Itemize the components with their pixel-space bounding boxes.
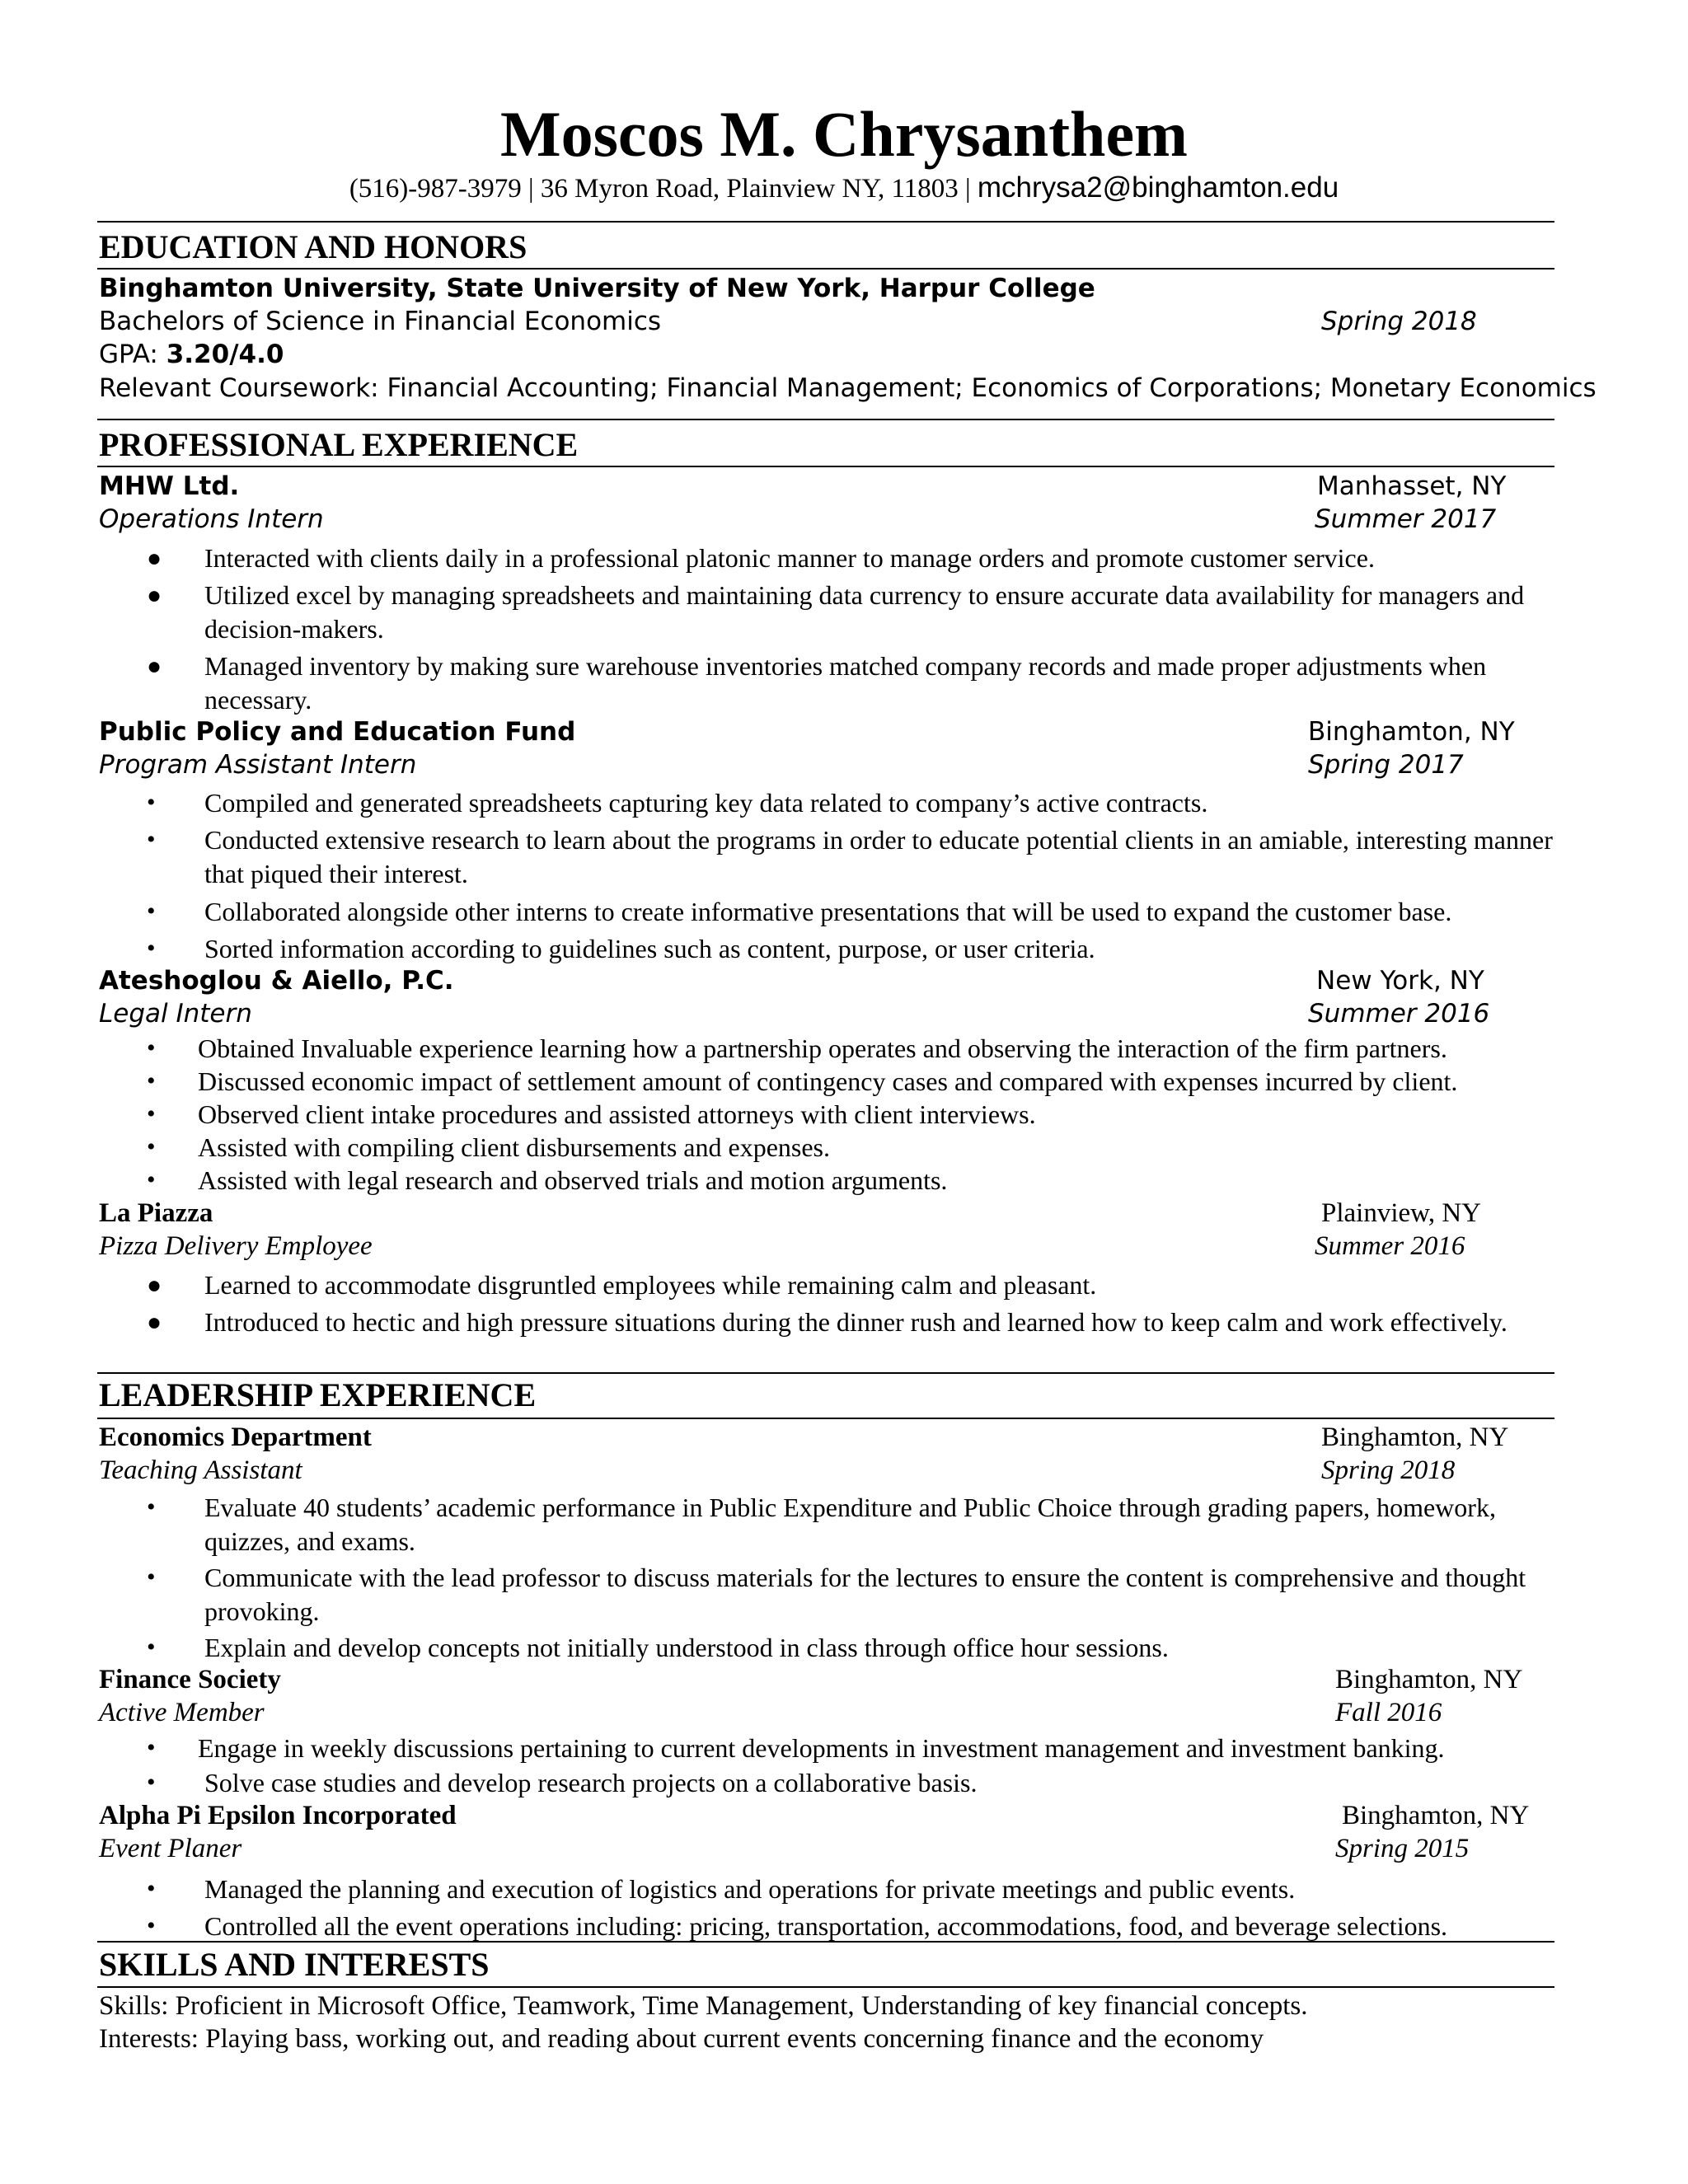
job-bullet: Sorted information according to guidelines such as content, purpose, or user criteria.	[204, 934, 1095, 963]
divider	[97, 1941, 1554, 1943]
coursework: Relevant Coursework: Financial Accounting; Financial Management; Economics of Corporations; Monetary Economics	[99, 373, 1597, 403]
email-address: mchrysa2@binghamton.edu	[977, 171, 1339, 204]
bullet-icon: •	[147, 1166, 156, 1193]
divider	[97, 1986, 1554, 1988]
bullet-icon: •	[147, 1563, 156, 1591]
job-bullet: Compiled and generated spreadsheets capturing key data related to company’s active contracts.	[204, 788, 1208, 818]
job-location: Binghamton, NY	[1308, 717, 1515, 747]
divider	[97, 1372, 1554, 1374]
job-role: Pizza Delivery Employee	[99, 1231, 373, 1261]
divider	[97, 1418, 1554, 1419]
bullet-icon: •	[147, 1133, 156, 1160]
job-bullet: Observed client intake procedures and assisted attorneys with client interviews.	[198, 1099, 1036, 1129]
job-organization: Finance Society	[99, 1665, 281, 1694]
contact-details: (516)-987-3979 | 36 Myron Road, Plainview NY, 11803 |	[349, 174, 978, 204]
divider	[97, 466, 1554, 467]
job-role: Program Assistant Intern	[99, 750, 417, 780]
job-bullet: Conducted extensive research to learn about the programs in order to educate potential clients in an amiable, interesting manner that piqued their interest.	[204, 825, 1553, 888]
contact-line	[0, 170, 1688, 207]
skills-line: Skills: Proficient in Microsoft Office, Teamwork, Time Management, Understanding of key financial concepts.	[99, 1991, 1308, 2021]
job-organization: Economics Department	[99, 1422, 372, 1452]
bullet-icon: •	[147, 1875, 156, 1902]
job-role: Operations Intern	[99, 504, 324, 534]
job-bullet: Collaborated alongside other interns to create informative presentations that will be used to expand the customer base.	[204, 897, 1452, 926]
job-bullet: Interacted with clients daily in a professional platonic manner to manage orders and promote customer service.	[204, 543, 1375, 573]
bullet-icon: •	[147, 1067, 156, 1094]
divider	[97, 221, 1554, 223]
school-name: Binghamton University, State University of New York, Harpur College	[99, 274, 1095, 303]
job-bullet: Obtained Invaluable experience learning how a partnership operates and observing the interaction of the firm partners.	[198, 1033, 1447, 1063]
job-bullet: Explain and develop concepts not initially understood in class through office hour sessions.	[204, 1633, 1169, 1662]
section-title-professional: PROFESSIONAL EXPERIENCE	[99, 426, 579, 463]
job-bullet: Solve case studies and develop research projects on a collaborative basis.	[204, 1768, 978, 1797]
bullet-icon: •	[147, 898, 156, 925]
interests-line: Interests: Playing bass, working out, and reading about current events concerning finance and the economy	[99, 2024, 1264, 2054]
graduation-date: Spring 2018	[1321, 307, 1477, 336]
bullet-icon: •	[147, 1633, 156, 1661]
bullet-icon: ●	[147, 1309, 162, 1336]
job-role: Active Member	[99, 1698, 265, 1727]
bullet-icon: •	[147, 1734, 156, 1761]
job-date: Spring 2018	[1321, 1455, 1456, 1485]
job-organization: Public Policy and Education Fund	[99, 717, 576, 747]
bullet-icon: •	[147, 1912, 156, 1939]
job-location: Binghamton, NY	[1321, 1422, 1509, 1452]
gpa-value: 3.20/4.0	[166, 340, 284, 369]
section-title-skills: SKILLS AND INTERESTS	[99, 1946, 490, 1983]
bullet-icon: ●	[147, 545, 162, 572]
job-organization: MHW Ltd.	[99, 471, 240, 501]
section-title-leadership: LEADERSHIP EXPERIENCE	[99, 1376, 537, 1413]
job-bullet: Managed the planning and execution of logistics and operations for private meetings and public events.	[204, 1874, 1296, 1904]
job-bullet: Assisted with legal research and observed trials and motion arguments.	[198, 1165, 948, 1195]
job-date: Summer 2017	[1315, 504, 1497, 534]
divider	[97, 419, 1554, 420]
job-role: Teaching Assistant	[99, 1455, 302, 1485]
job-role: Event Planer	[99, 1834, 242, 1863]
job-bullet: Managed inventory by making sure warehouse inventories matched company records and made proper adjustments when necessary.	[204, 651, 1487, 715]
job-role: Legal Intern	[99, 999, 252, 1029]
job-bullet: Communicate with the lead professor to discuss materials for the lectures to ensure the content is comprehensive and thought provoking.	[204, 1563, 1526, 1626]
bullet-icon: •	[147, 1100, 156, 1127]
candidate-name: Moscos M. Chrysanthem	[499, 98, 1189, 170]
job-location: Manhasset, NY	[1317, 471, 1507, 501]
job-location: Binghamton, NY	[1335, 1665, 1523, 1694]
job-organization: Alpha Pi Epsilon Incorporated	[99, 1801, 457, 1830]
job-date: Spring 2017	[1308, 750, 1464, 780]
job-organization: Ateshoglou & Aiello, P.C.	[99, 966, 454, 996]
job-organization: La Piazza	[99, 1198, 213, 1228]
divider	[97, 268, 1554, 269]
gpa-label: GPA:	[99, 340, 166, 369]
bullet-icon: •	[147, 1493, 156, 1521]
job-date: Summer 2016	[1315, 1231, 1465, 1261]
job-location: Plainview, NY	[1321, 1198, 1482, 1228]
bullet-icon: •	[147, 1034, 156, 1062]
degree: Bachelors of Science in Financial Economics	[99, 307, 662, 336]
job-bullet: Introduced to hectic and high pressure situations during the dinner rush and learned how to keep calm and work effectively.	[204, 1307, 1507, 1337]
bullet-icon: ●	[147, 653, 162, 680]
bullet-icon: •	[147, 789, 156, 816]
job-bullet: Assisted with compiling client disbursements and expenses.	[198, 1132, 830, 1162]
job-bullet: Engage in weekly discussions pertaining to current developments in investment management and investment banking.	[198, 1733, 1445, 1763]
job-bullet: Discussed economic impact of settlement amount of contingency cases and compared with expenses incurred by client.	[198, 1066, 1458, 1096]
bullet-icon: •	[147, 935, 156, 962]
bullet-icon: •	[147, 1769, 156, 1796]
gpa-line	[99, 338, 284, 371]
job-date: Fall 2016	[1335, 1698, 1442, 1727]
bullet-icon: •	[147, 826, 156, 853]
job-bullet: Controlled all the event operations including: pricing, transportation, accommodations, food, and beverage selections.	[204, 1911, 1448, 1941]
section-title-education: EDUCATION AND HONORS	[99, 228, 528, 265]
job-date: Summer 2016	[1308, 999, 1490, 1029]
job-location: New York, NY	[1316, 966, 1484, 996]
job-location: Binghamton, NY	[1342, 1801, 1530, 1830]
bullet-icon: ●	[147, 1272, 162, 1299]
job-date: Spring 2015	[1335, 1834, 1470, 1863]
job-bullet: Utilized excel by managing spreadsheets and maintaining data currency to ensure accurate data availability for managers and decision-makers.	[204, 580, 1525, 644]
job-bullet: Evaluate 40 students’ academic performance in Public Expenditure and Public Choice through grading papers, homework, quizzes, and exams.	[204, 1493, 1496, 1556]
job-bullet: Learned to accommodate disgruntled employees while remaining calm and pleasant.	[204, 1270, 1097, 1300]
bullet-icon: ●	[147, 582, 162, 609]
